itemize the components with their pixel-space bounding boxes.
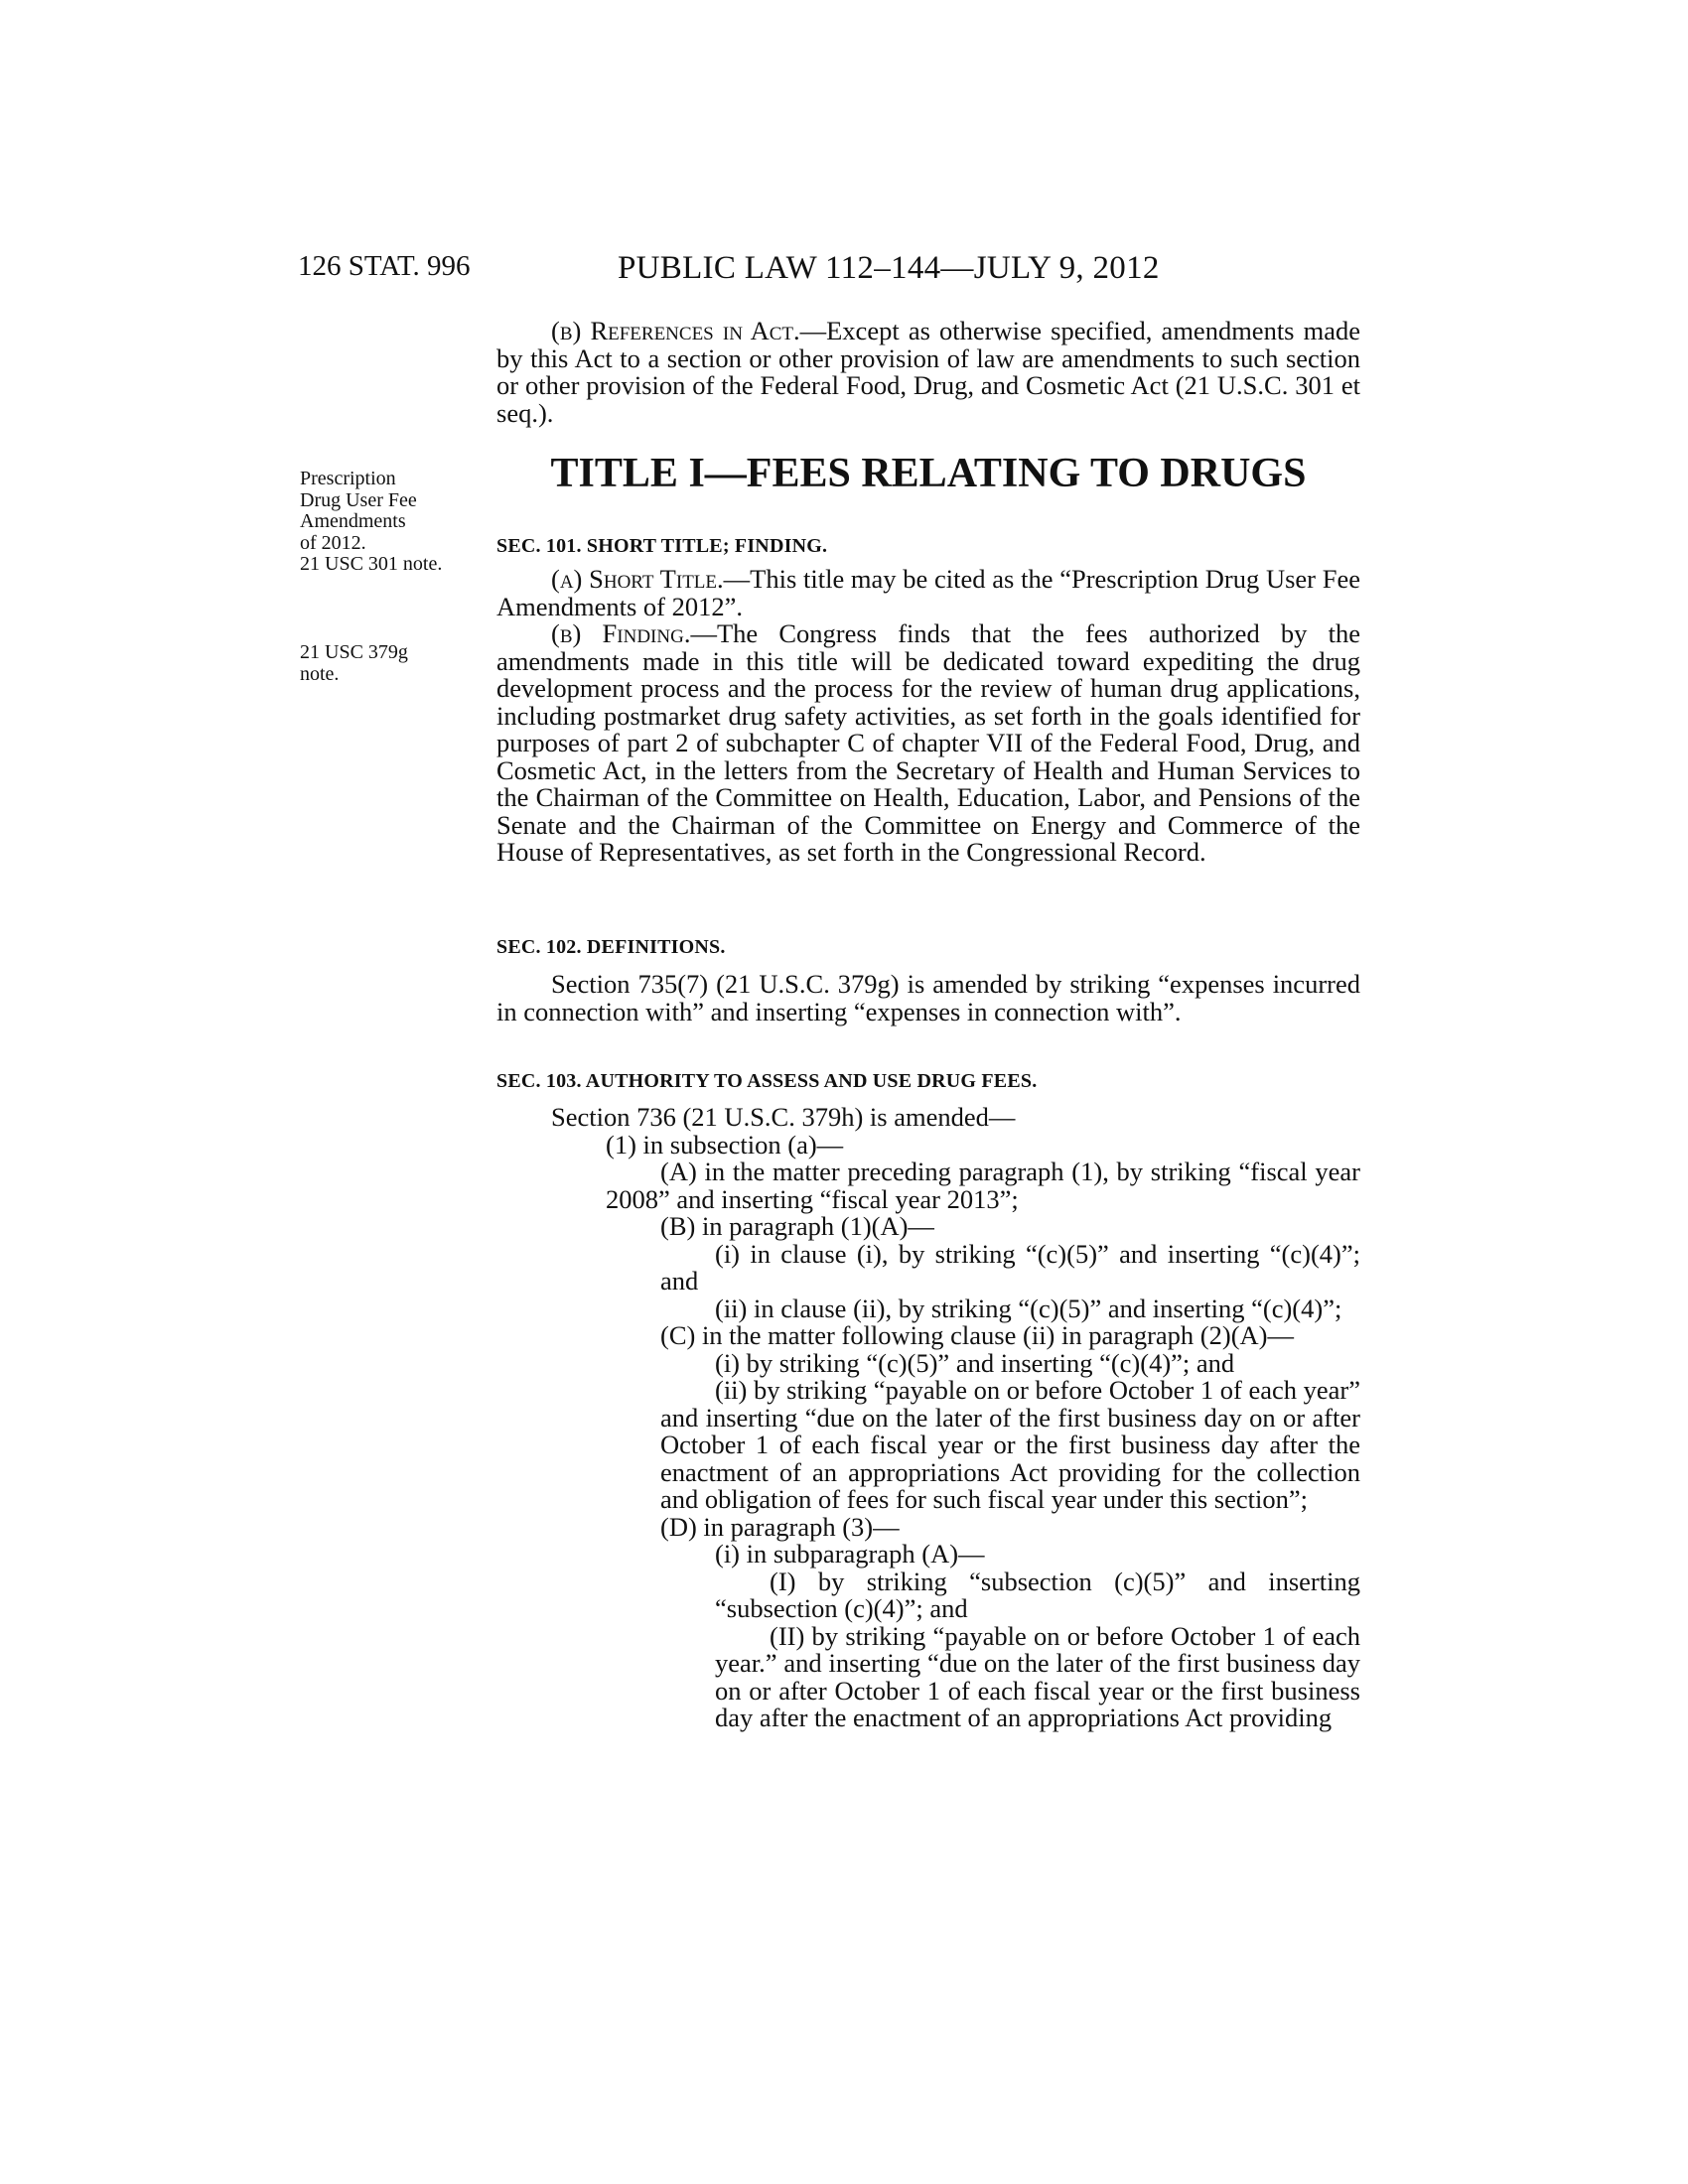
finding-label: (b) Finding.	[551, 618, 691, 648]
section-103-heading: SEC. 103. AUTHORITY TO ASSESS AND USE DRUG FEES.	[496, 1070, 1038, 1092]
section-102-body	[496, 971, 1360, 1025]
short-title-text: —This title may be cited as the “Prescription Drug User Fee Amendments of 2012”.	[496, 564, 1360, 621]
amendment-line: (II) by striking “payable on or before October 1 of each year.” and inserting “due on the later of the first business day on or after October 1 of each fiscal year or the first business day after the enactment of an appropriations Act providing	[715, 1620, 1360, 1732]
margin-note-line: of 2012.	[300, 531, 366, 554]
amendment-line: (i) in subparagraph (A)—	[715, 1539, 985, 1569]
amendment-line: (i) in clause (i), by striking “(c)(5)” and inserting “(c)(4)”; and	[660, 1238, 1360, 1296]
finding-text: —The Congress finds that the fees authorized by the amendments made in this title will be dedicated toward expediting the drug development process and the process for the review of human drug applications, including postmarket drug safety activities, as set forth in the goals identified for purposes of part 2 of subchapter C of chapter VII of the Federal Food, Drug, and Cosmetic Act, in the letters from the Secretary of Health and Human Services to the Chairman of the Committee on Health, Education, Labor, and Pensions of the Senate and the Chairman of the Committee on Energy and Commerce of the House of Representatives, as set forth in the Congressional Record.	[496, 618, 1360, 867]
margin-note-line: note.	[300, 662, 340, 685]
section-102-text: Section 735(7) (21 U.S.C. 379g) is amended by striking “expenses incurred in connection with” and inserting “expenses in connection with”.	[496, 969, 1360, 1026]
title-heading: TITLE I—FEES RELATING TO DRUGS	[550, 451, 1307, 496]
amendment-line: (ii) in clause (ii), by striking “(c)(5)” and inserting “(c)(4)”;	[715, 1293, 1342, 1323]
public-law-title: PUBLIC LAW 112–144—JULY 9, 2012	[618, 250, 1160, 286]
section-101-heading: SEC. 101. SHORT TITLE; FINDING.	[496, 535, 828, 557]
statute-page-number: 126 STAT. 996	[298, 250, 471, 282]
amendment-line: (A) in the matter preceding paragraph (1), by striking “fiscal year 2008” and inserting “fiscal year 2013”;	[606, 1157, 1360, 1214]
amendment-line: (C) in the matter following clause (ii) in paragraph (2)(A)—	[660, 1320, 1294, 1350]
section-101-body	[496, 566, 1360, 867]
margin-note-line: Drug User Fee	[300, 488, 417, 511]
margin-note-line: 21 USC 301 note.	[300, 553, 443, 575]
amendment-line: (i) by striking “(c)(5)” and inserting “(c)(4)”; and	[715, 1347, 1235, 1378]
margin-note-line: Prescription	[300, 468, 396, 489]
amendment-line: (ii) by striking “payable on or before October 1 of each year” and inserting “due on the later of the first business day on or after October 1 of each fiscal year or the first business day after the enactment of an appropriations Act providing for the collection and obligation of fees for such fiscal year under this section”;	[660, 1375, 1360, 1514]
amendment-line: (I) by striking “subsection (c)(5)” and inserting “subsection (c)(4)”; and	[715, 1566, 1360, 1623]
amendment-line: Section 736 (21 U.S.C. 379h) is amended—	[551, 1102, 1016, 1132]
amendment-line: (D) in paragraph (3)—	[660, 1511, 900, 1542]
references-in-act-paragraph	[496, 318, 1360, 427]
section-103-body	[496, 1104, 1360, 1732]
references-text: —Except as otherwise specified, amendments made by this Act to a section or other provision of law are amendments to such section or other provision of the Federal Food, Drug, and Cosmetic Act (21 U.S.C. 301 et seq.).	[496, 316, 1360, 428]
margin-note-379g	[300, 642, 489, 685]
margin-note-prescription	[300, 469, 489, 576]
page-header	[298, 250, 1360, 290]
margin-note-line: Amendments	[300, 510, 406, 532]
margin-note-line: 21 USC 379g	[300, 641, 408, 663]
references-label: (b) References in Act.	[551, 316, 800, 345]
amendment-line: (B) in paragraph (1)(A)—	[660, 1211, 934, 1241]
amendment-line: (1) in subsection (a)—	[606, 1129, 844, 1160]
short-title-label: (a) Short Title.	[551, 564, 724, 594]
section-102-heading: SEC. 102. DEFINITIONS.	[496, 936, 726, 958]
